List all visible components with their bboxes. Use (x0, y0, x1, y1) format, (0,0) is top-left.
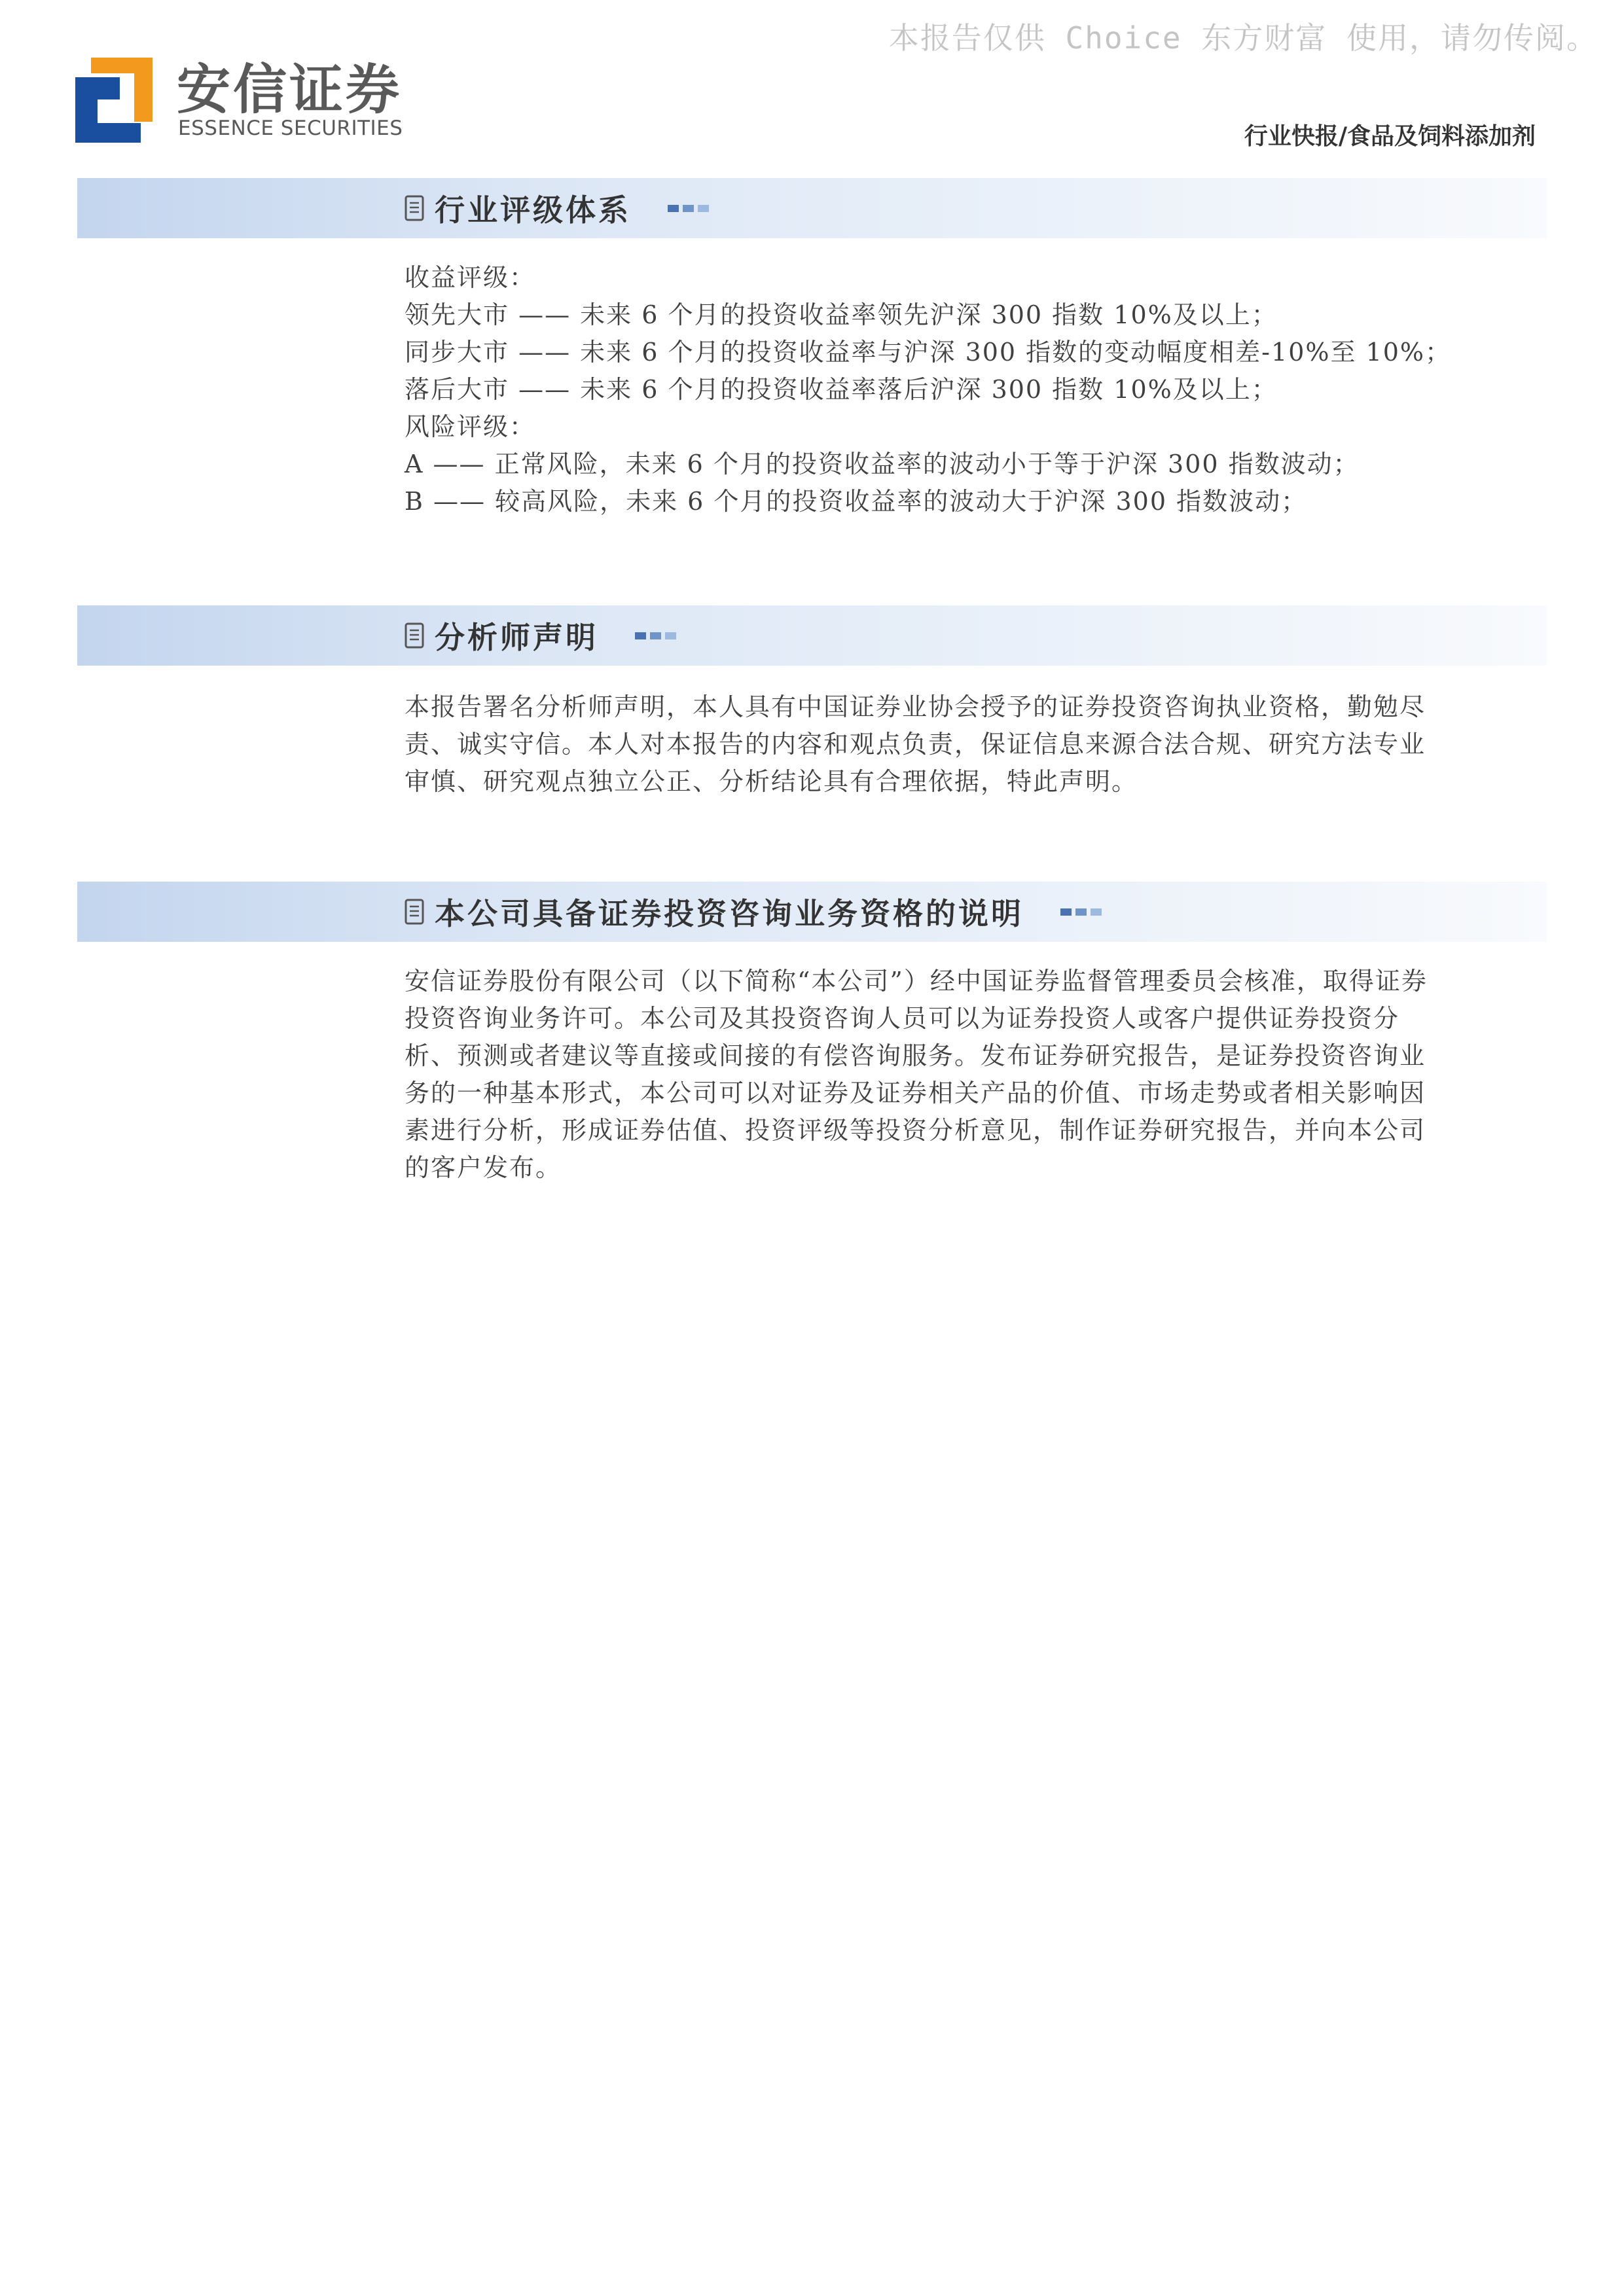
text-line: 安信证券股份有限公司（以下简称“本公司”）经中国证券监督管理委员会核准，取得证券 (405, 967, 1428, 996)
rating-system-text (405, 259, 1517, 520)
text-line: 领先大市 —— 未来 6 个月的投资收益率领先沪深 300 指数 10%及以上； (405, 300, 1278, 329)
logo-mark-icon (75, 58, 153, 143)
text-line: 素进行分析，形成证券估值、投资评级等投资分析意见，制作证券研究报告，并向本公司 (405, 1116, 1426, 1145)
section-title-group (405, 605, 676, 666)
decorative-squares-icon (668, 205, 709, 212)
section-title-group (405, 882, 1102, 942)
analyst-statement-text (405, 689, 1517, 800)
decorative-squares-icon (635, 632, 676, 639)
logo-chinese-name: 安信证券 (177, 59, 403, 121)
text-line: 风险评级： (405, 412, 536, 441)
text-line: 审慎、研究观点独立公正、分析结论具有合理依据，特此声明。 (405, 767, 1138, 796)
section-header-analyst-statement (77, 605, 1547, 666)
text-line: 收益评级： (405, 263, 536, 292)
section-title: 分析师声明 (435, 620, 598, 655)
company-logo (75, 58, 403, 149)
report-category: 行业快报/食品及饲料添加剂 (1244, 122, 1536, 150)
section-header-qualification (77, 882, 1547, 942)
text-line: 责、诚实守信。本人对本报告的内容和观点负责，保证信息来源合法合规、研究方法专业 (405, 730, 1426, 759)
text-line: A —— 正常风险，未来 6 个月的投资收益率的波动小于等于沪深 300 指数波动； (405, 450, 1360, 478)
text-line: 的客户发布。 (405, 1153, 562, 1182)
logo-english-name: ESSENCE SECURITIES (178, 117, 403, 140)
section-title: 行业评级体系 (435, 192, 631, 228)
text-line: 同步大市 —— 未来 6 个月的投资收益率与沪深 300 指数的变动幅度相差-10%至 10%； (405, 338, 1452, 367)
text-line: B —— 较高风险，未来 6 个月的投资收益率的波动大于沪深 300 指数波动； (405, 487, 1308, 516)
section-title-group (405, 178, 709, 238)
watermark-text: 本报告仅供 Choice 东方财富 使用，请勿传阅。 (888, 20, 1598, 56)
text-line: 务的一种基本形式，本公司可以对证券及证券相关产品的价值、市场走势或者相关影响因 (405, 1079, 1426, 1107)
text-line: 析、预测或者建议等直接或间接的有偿咨询服务。发布证券研究报告，是证券投资咨询业 (405, 1041, 1426, 1070)
qualification-text (405, 963, 1517, 1187)
text-line: 本报告署名分析师声明，本人具有中国证券业协会授予的证券投资咨询执业资格，勤勉尽 (405, 692, 1426, 721)
section-title: 本公司具备证券投资咨询业务资格的说明 (435, 896, 1024, 931)
document-icon (405, 195, 424, 221)
document-icon (405, 622, 424, 649)
text-line: 落后大市 —— 未来 6 个月的投资收益率落后沪深 300 指数 10%及以上； (405, 375, 1278, 404)
decorative-squares-icon (1060, 908, 1102, 916)
document-icon (405, 899, 424, 925)
section-header-rating-system (77, 178, 1547, 238)
text-line: 投资咨询业务许可。本公司及其投资咨询人员可以为证券投资人或客户提供证券投资分 (405, 1004, 1400, 1033)
